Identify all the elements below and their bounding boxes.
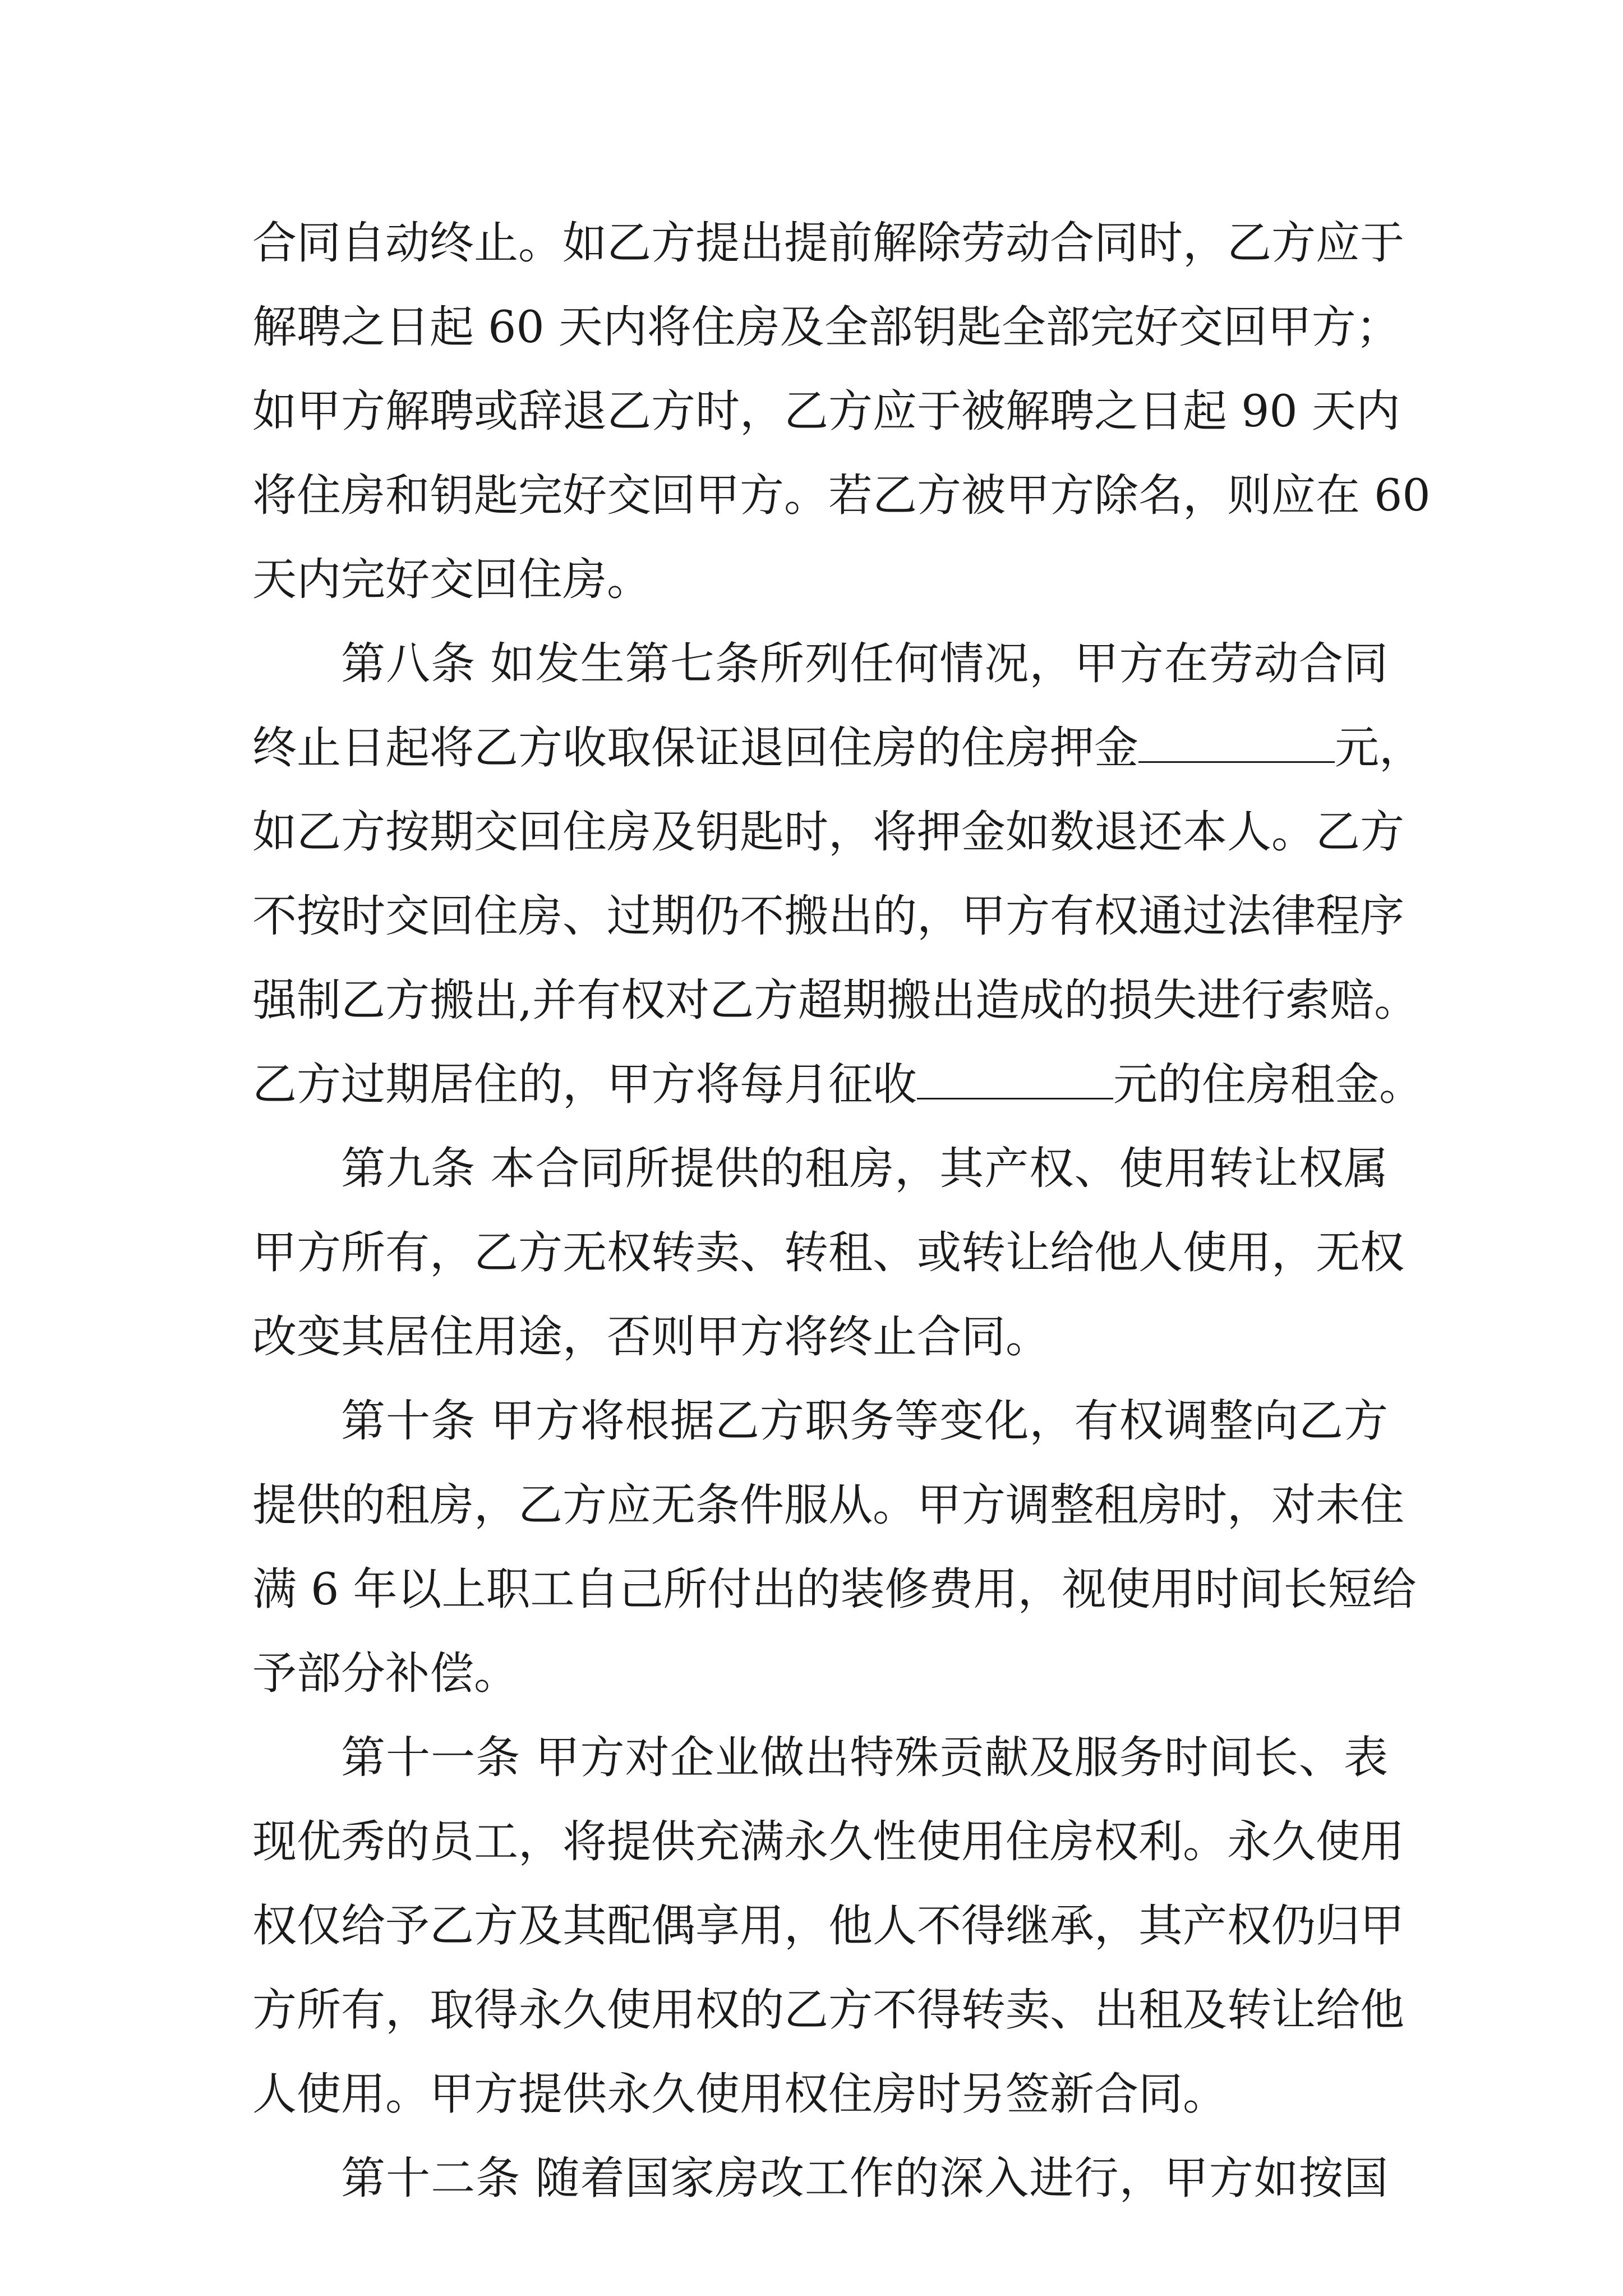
text-segment: 元， [1335, 722, 1423, 774]
article-11-first-line: 第十一条 甲方对企业做出特殊贡献及服务时间长、表 [341, 1732, 1388, 1783]
text-line: 予部分补偿。 [252, 1648, 518, 1699]
text-line: 不按时交回住房、过期仍不搬出的，甲方有权通过法律程序 [252, 890, 1404, 942]
text-segment: 乙方过期居住的，甲方将每月征收 [252, 1059, 917, 1110]
text-line: 改变其居住用途，否则甲方将终止合同。 [252, 1311, 1050, 1363]
text-segment: 终止日起将乙方收取保证退回住房的住房押金 [252, 722, 1138, 774]
text-line: 解聘之日起 60 天内将住房及全部钥匙全部完好交回甲方； [252, 301, 1400, 353]
text-line: 如乙方按期交回住房及钥匙时，将押金如数退还本人。乙方 [252, 806, 1404, 858]
text-line: 如甲方解聘或辞退乙方时，乙方应于被解聘之日起 90 天内 [252, 385, 1400, 437]
text-line: 合同自动终止。如乙方提出提前解除劳动合同时，乙方应于 [252, 217, 1404, 269]
text-line: 提供的租房，乙方应无条件服从。甲方调整租房时，对未住 [252, 1479, 1404, 1531]
text-line [252, 1042, 1423, 1126]
text-line: 天内完好交回住房。 [252, 554, 651, 605]
rent-blank [917, 1059, 1113, 1099]
article-10-first-line: 第十条 甲方将根据乙方职务等变化，有权调整向乙方 [341, 1395, 1388, 1447]
deposit-blank [1138, 722, 1335, 763]
text-line: 权仅给予乙方及其配偶享用，他人不得继承，其产权仍归甲 [252, 1900, 1404, 1952]
text-line: 现优秀的员工，将提供充满永久性使用住房权利。永久使用 [252, 1816, 1404, 1867]
text-line: 将住房和钥匙完好交回甲方。若乙方被甲方除名，则应在 60 [252, 470, 1431, 521]
text-line: 甲方所有，乙方无权转卖、转租、或转让给他人使用，无权 [252, 1227, 1404, 1278]
text-line: 方所有，取得永久使用权的乙方不得转卖、出租及转让给他 [252, 1984, 1404, 2036]
text-line: 满 6 年以上职工自己所付出的装修费用，视使用时间长短给 [252, 1563, 1417, 1615]
text-line: 人使用。甲方提供永久使用权住房时另签新合同。 [252, 2068, 1227, 2120]
article-8-first-line: 第八条 如发生第七条所列任何情况，甲方在劳动合同 [341, 638, 1388, 689]
text-segment: 元的住房租金。 [1113, 1059, 1423, 1110]
text-line [252, 706, 1423, 790]
text-line: 强制乙方搬出,并有权对乙方超期搬出造成的损失进行索赔。 [252, 974, 1419, 1026]
article-9-first-line: 第九条 本合同所提供的租房，其产权、使用转让权属 [341, 1143, 1388, 1194]
article-12-first-line: 第十二条 随着国家房改工作的深入进行，甲方如按国 [341, 2152, 1388, 2204]
